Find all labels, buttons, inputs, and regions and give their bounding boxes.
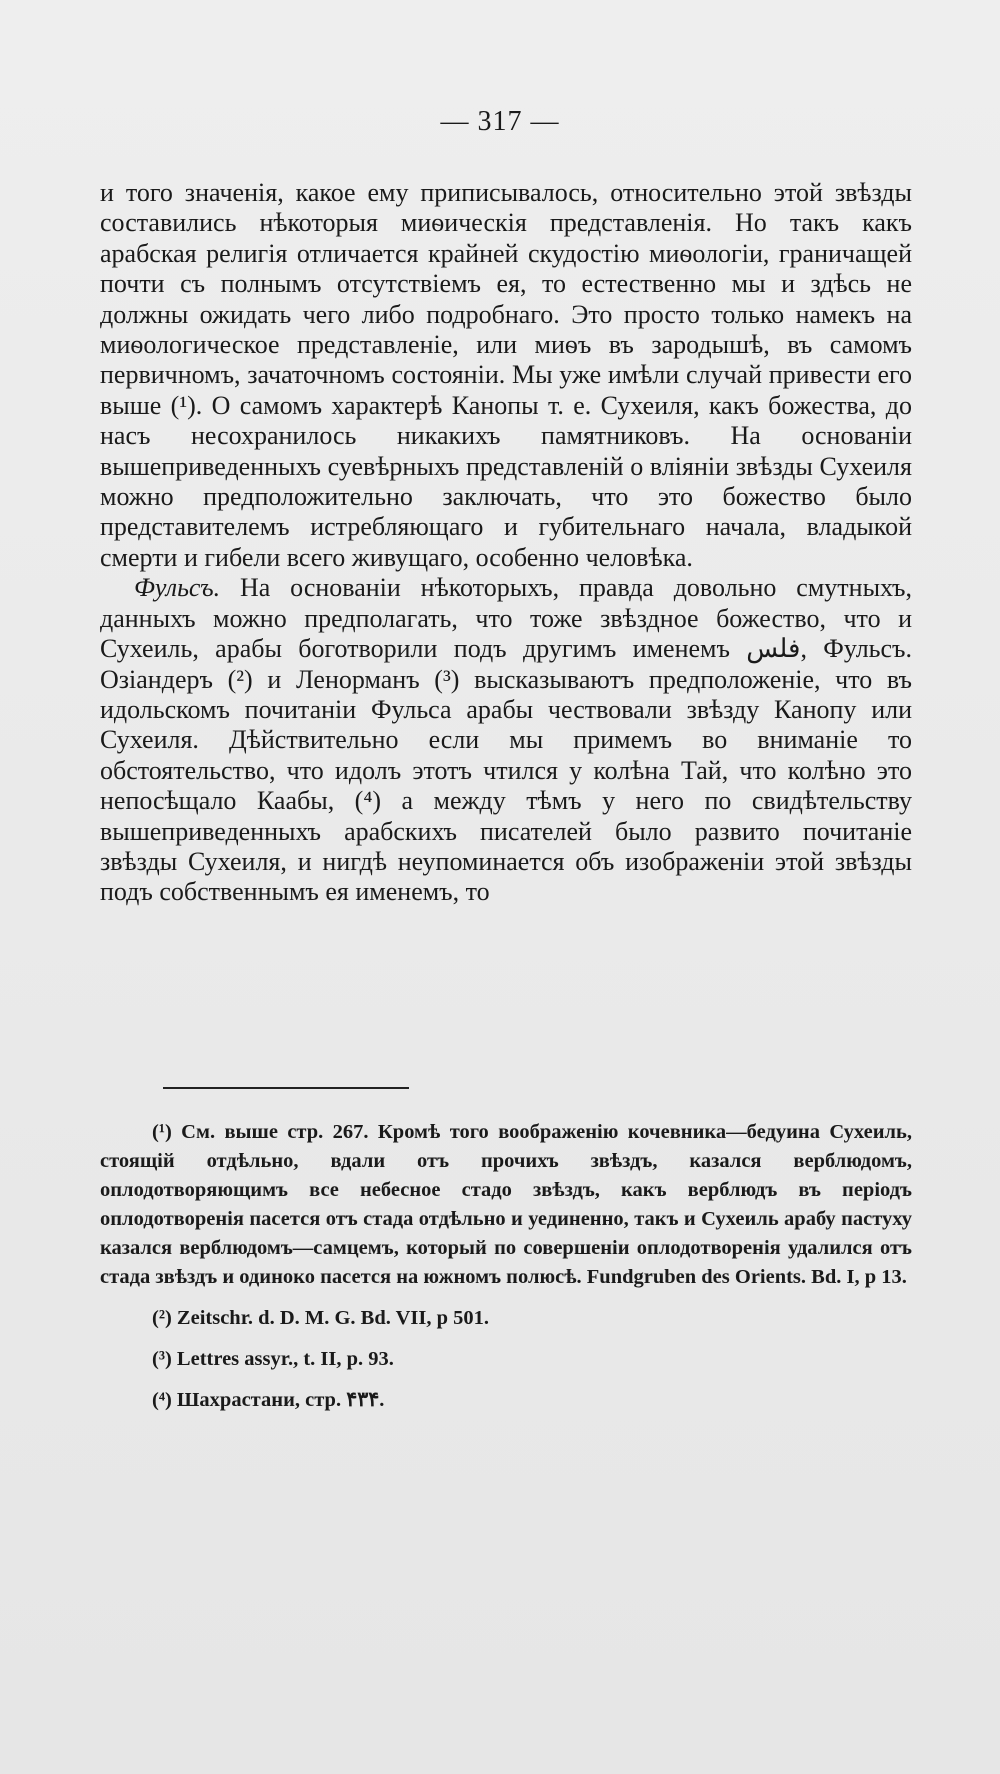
footnote-separator: [163, 1087, 409, 1089]
paragraph-2: [100, 573, 912, 907]
paragraph-1: и того значенія, какое ему приписывалось, относительно этой звѣзды составились нѣкоторыя миѳическія представленія. Но такъ какъ арабская религія отличается крайней скудостію миѳологіи, граничащей почти съ полнымъ отсутствіемъ ея, то естественно мы и здѣсь не должны ожидать чего либо подробнаго. Это просто только намекъ на миѳологическое представленіе, или миѳъ въ зародышѣ, въ самомъ первичномъ, зачаточномъ состояніи. Мы уже имѣли случай привести его выше (¹). О самомъ характерѣ Канопы т. е. Сухеиля, какъ божества, до насъ несохранилось никакихъ памятниковъ. На основаніи вышеприведенныхъ суевѣрныхъ представленій о вліяніи звѣзды Сухеиля можно предположительно заключать, что это божество было представителемъ истребляющаго и губительнаго начала, владыкой смерти и гибели всего живущаго, особенно человѣка.: [100, 178, 912, 572]
footnote-3: (³) Lettres assyr., t. II, p. 93.: [152, 1348, 394, 1370]
footnotes: [100, 1118, 912, 1427]
paragraph-2-text: На основаніи нѣкоторыхъ, правда довольно смутныхъ, данныхъ можно предполагать, что тоже звѣздное божество, что и Сухеиль, арабы боготворили подъ другимъ именемъ فلس, Фульсъ. Озіандеръ (²) и Ленорманъ (³) высказываютъ предположеніе, что въ идольскомъ почитаніи Фульса арабы чествовали звѣзду Канопу или Сухеиля. Дѣйствительно если мы примемъ во вниманіе то обстоятельство, что идолъ этотъ чтился у колѣна Тай, что колѣно это непосѣщало Каабы, (⁴) а между тѣмъ у него по свидѣтельству вышеприведенныхъ арабскихъ писателей было развито почитаніе звѣзды Сухеиля, и нигдѣ неупоминается объ изображеніи этой звѣзды подъ собственнымъ ея именемъ, то: [100, 573, 913, 907]
footnote-4: (⁴) Шахрастани, стр. ۴۳۴.: [152, 1389, 385, 1411]
body-text: [100, 178, 912, 908]
footnote-2: (²) Zeitschr. d. D. M. G. Bd. VII, p 501.: [152, 1307, 490, 1329]
paragraph-2-lead: Фульсъ.: [134, 573, 221, 603]
footnote-1: (¹) См. выше стр. 267. Кромѣ того воображенію кочевника—бедуина Сухеиль, стоящій отдѣльно, вдали отъ прочихъ звѣздъ, казался верблюдомъ, оплодотворяющимъ все небесное стадо звѣздъ, какъ верблюдъ въ періодъ оплодотворенія пасется отъ стада отдѣльно и уединенно, такъ и Сухеиль арабу пастуху казался верблюдомъ—самцемъ, который по совершеніи оплодотворенія удалился отъ стада звѣздъ и одиноко пасется на южномъ полюсѣ. Fundgruben des Orients. Bd. I, p 13.: [100, 1121, 912, 1288]
page-number: — 317 —: [440, 106, 560, 137]
